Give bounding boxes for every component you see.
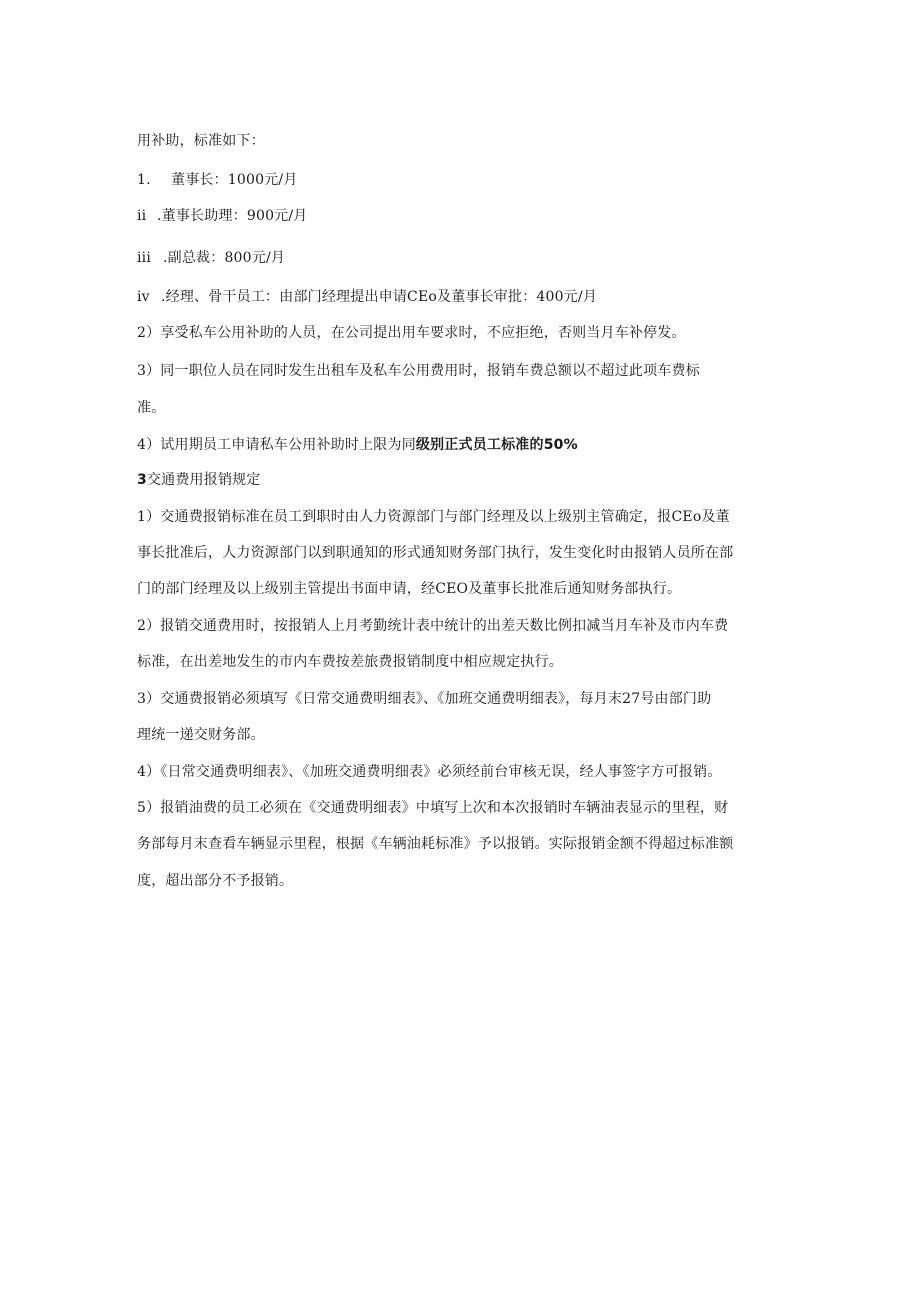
line-text: 准。: [137, 400, 166, 416]
line-bold-text: 级别正式员工标准的50%: [415, 437, 578, 453]
list-number: iv: [137, 289, 150, 305]
line-text: 4）试用期员工申请私车公用补助时上限为同: [137, 437, 416, 453]
line-text: 事长批准后，人力资源部门以到职通知的形式通知财务部门执行，发生变化时由报销人员所在部: [137, 545, 734, 561]
line-text: .经理、骨干员工：由部门经理提出申请CEo及董事长审批：400元/月: [161, 289, 598, 305]
text-line: [137, 398, 165, 418]
section-title: 交通费用报销规定: [146, 472, 261, 488]
text-line: [137, 616, 728, 636]
list-number: ii: [137, 208, 147, 224]
text-line: [137, 323, 686, 343]
line-text: .副总裁：800元/月: [163, 250, 286, 266]
line-text: 1）交通费报销标准在员工到职时由人力资源部门与部门经理及以上级别主管确定，报CEo及董: [137, 509, 730, 525]
text-line: [137, 871, 293, 891]
text-line: [137, 652, 563, 672]
text-line: [137, 579, 681, 599]
line-text: 标准，在出差地发生的市内车费按差旅费报销制度中相应规定执行。: [137, 654, 563, 670]
text-line: [137, 834, 733, 854]
section-number: 3: [137, 472, 147, 488]
list-number: iii: [137, 250, 152, 266]
line-text: .董事长助理：900元/月: [157, 208, 308, 224]
text-line: [137, 543, 733, 563]
list-item: [137, 287, 597, 307]
line-text: 理统一递交财务部。: [137, 727, 265, 743]
text-line: [137, 762, 722, 782]
text-line: [137, 689, 711, 709]
line-text: 度，超出部分不予报销。: [137, 873, 294, 889]
line-text: 3）交通费报销必须填写《日常交通费明细表》、《加班交通费明细表》，每月末27号由部门助: [137, 691, 712, 707]
text-line: [137, 131, 265, 151]
list-item: [137, 248, 285, 268]
list-item: [137, 206, 308, 226]
line-text: 2）报销交通费用时，按报销人上月考勤统计表中统计的出差天数比例扣减当月车补及市内车费: [137, 618, 729, 634]
line-text: 4）《日常交通费明细表》、《加班交通费明细表》必须经前台审核无误，经人事签字方可报销。: [137, 764, 722, 780]
line-text: 门的部门经理及以上级别主管提出书面申请，经CEO及董事长批准后通知财务部执行。: [137, 581, 682, 597]
line-text: 3）同一职位人员在同时发生出租车及私车公用费用时，报销车费总额以不超过此项车费标: [137, 363, 700, 379]
section-heading: [137, 470, 261, 490]
line-text: 用补助，标准如下：: [137, 133, 265, 149]
text-line: [137, 507, 730, 527]
line-text: 5）报销油费的员工必须在《交通费明细表》中填写上次和本次报销时车辆油表显示的里程，财: [137, 800, 729, 816]
text-line: [137, 725, 265, 745]
line-text: 务部每月末查看车辆显示里程，根据《车辆油耗标准》予以报销。实际报销金额不得超过标准额: [137, 836, 734, 852]
line-text: 董事长：1000元/月: [171, 172, 298, 188]
line-text: 2）享受私车公用补助的人员，在公司提出用车要求时，不应拒绝，否则当月车补停发。: [137, 325, 686, 341]
text-line: [137, 361, 700, 381]
text-line: [137, 435, 578, 455]
list-number: 1.: [137, 172, 151, 188]
text-line: [137, 798, 728, 818]
list-item: [137, 170, 298, 190]
